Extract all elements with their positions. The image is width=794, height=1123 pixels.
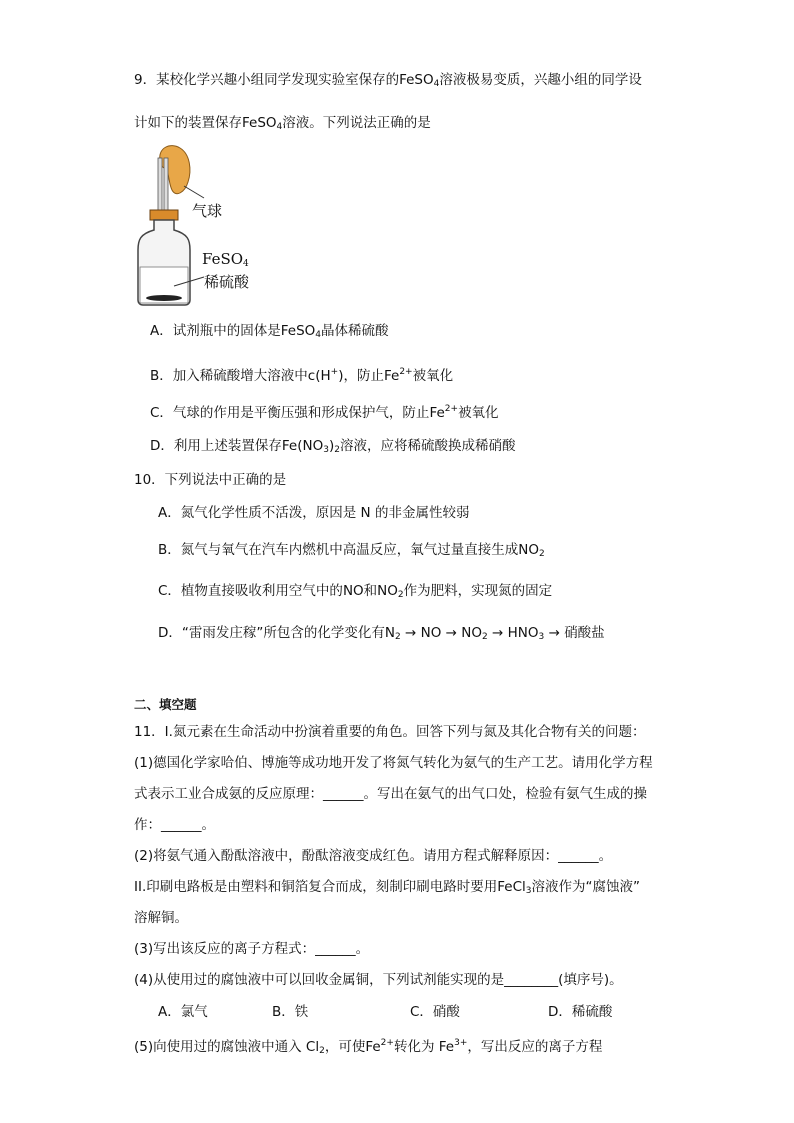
q9-option-a: A．试剂瓶中的固体是FeSO$_4$晶体稀硫酸: [150, 323, 389, 340]
q11-option-a: A．氯气: [158, 1004, 208, 1020]
dilute-sulfuric-acid-label: 稀硫酸: [204, 273, 250, 291]
q11-line5: (2)将氨气通入酚酞溶液中，酚酞溶液变成红色。请用方程式解释原因：______。: [134, 848, 613, 864]
q11-line7: 溶解铜。: [134, 910, 188, 926]
q11-line10: (5)向使用过的腐蚀液中通入 $Cl_2$，可使$Fe^{2+}$转化为 $Fe^{3+}$，写出反应的离子方程: [134, 1038, 603, 1056]
q11-option-b: B．铁: [272, 1004, 309, 1020]
q9-stem-line2: 计如下的装置保存FeSO$_4$溶液。下列说法正确的是: [134, 115, 431, 132]
q10-option-d: D．“雷雨发庄稼”所包含的化学变化有$N_2$ → NO → $NO_2 \to HNO_3$ → 硝酸盐: [158, 625, 605, 642]
q11-line2: (1)德国化学家哈伯、博施等成功地开发了将氮气转化为氨气的生产工艺。请用化学方程: [134, 755, 653, 771]
feso4-label: FeSO$_4$: [202, 250, 249, 269]
q11-line3: 式表示工业合成氨的反应原理：______。写出在氨气的出气口处，检验有氨气生成的操: [134, 786, 647, 802]
balloon-label: 气球: [192, 202, 223, 220]
q9-option-b: B．加入稀硫酸增大溶液中c(H+)，防止$Fe^{2+}$被氧化: [150, 367, 454, 384]
q10-stem: 10．下列说法中正确的是: [134, 472, 287, 488]
q11-line6: II.印刷电路板是由塑料和铜箔复合而成，刻制印刷电路时要用FeCl$_3$溶液作为“腐蚀液”: [134, 879, 641, 896]
q11-line8: (3)写出该反应的离子方程式：______。: [134, 941, 370, 957]
apparatus-figure: [130, 140, 280, 310]
q11-options: [134, 1002, 634, 1022]
section-title: 二、填空题: [134, 697, 197, 712]
q9-option-c: C．气球的作用是平衡压强和形成保护气，防止$Fe^{2+}$被氧化: [150, 404, 499, 421]
q11-option-d: D．稀硫酸: [548, 1004, 613, 1020]
q9-stem-line1: 9．某校化学兴趣小组同学发现实验室保存的FeSO$_4$溶液极易变质，兴趣小组的同学设: [134, 72, 642, 89]
q10-option-c: C．植物直接吸收利用空气中的NO和$NO_2$作为肥料，实现氮的固定: [158, 583, 553, 600]
q11-line4: 作：______。: [134, 817, 215, 833]
q11-line1: 11．I.氮元素在生命活动中扮演着重要的角色。回答下列与氮及其化合物有关的问题：: [134, 724, 646, 740]
q10-option-b: B．氮气与氧气在汽车内燃机中高温反应，氧气过量直接生成$NO_2$: [158, 542, 545, 559]
q9-option-d: D．利用上述装置保存$Fe(NO_3)_2$溶液，应将稀硫酸换成稀硝酸: [150, 438, 516, 455]
q11-line9: (4)从使用过的腐蚀液中可以回收金属铜，下列试剂能实现的是________(填序号)。: [134, 972, 623, 988]
q10-option-a: A．氮气化学性质不活泼，原因是 N 的非金属性较弱: [158, 505, 470, 521]
q11-option-c: C．硝酸: [410, 1004, 460, 1020]
